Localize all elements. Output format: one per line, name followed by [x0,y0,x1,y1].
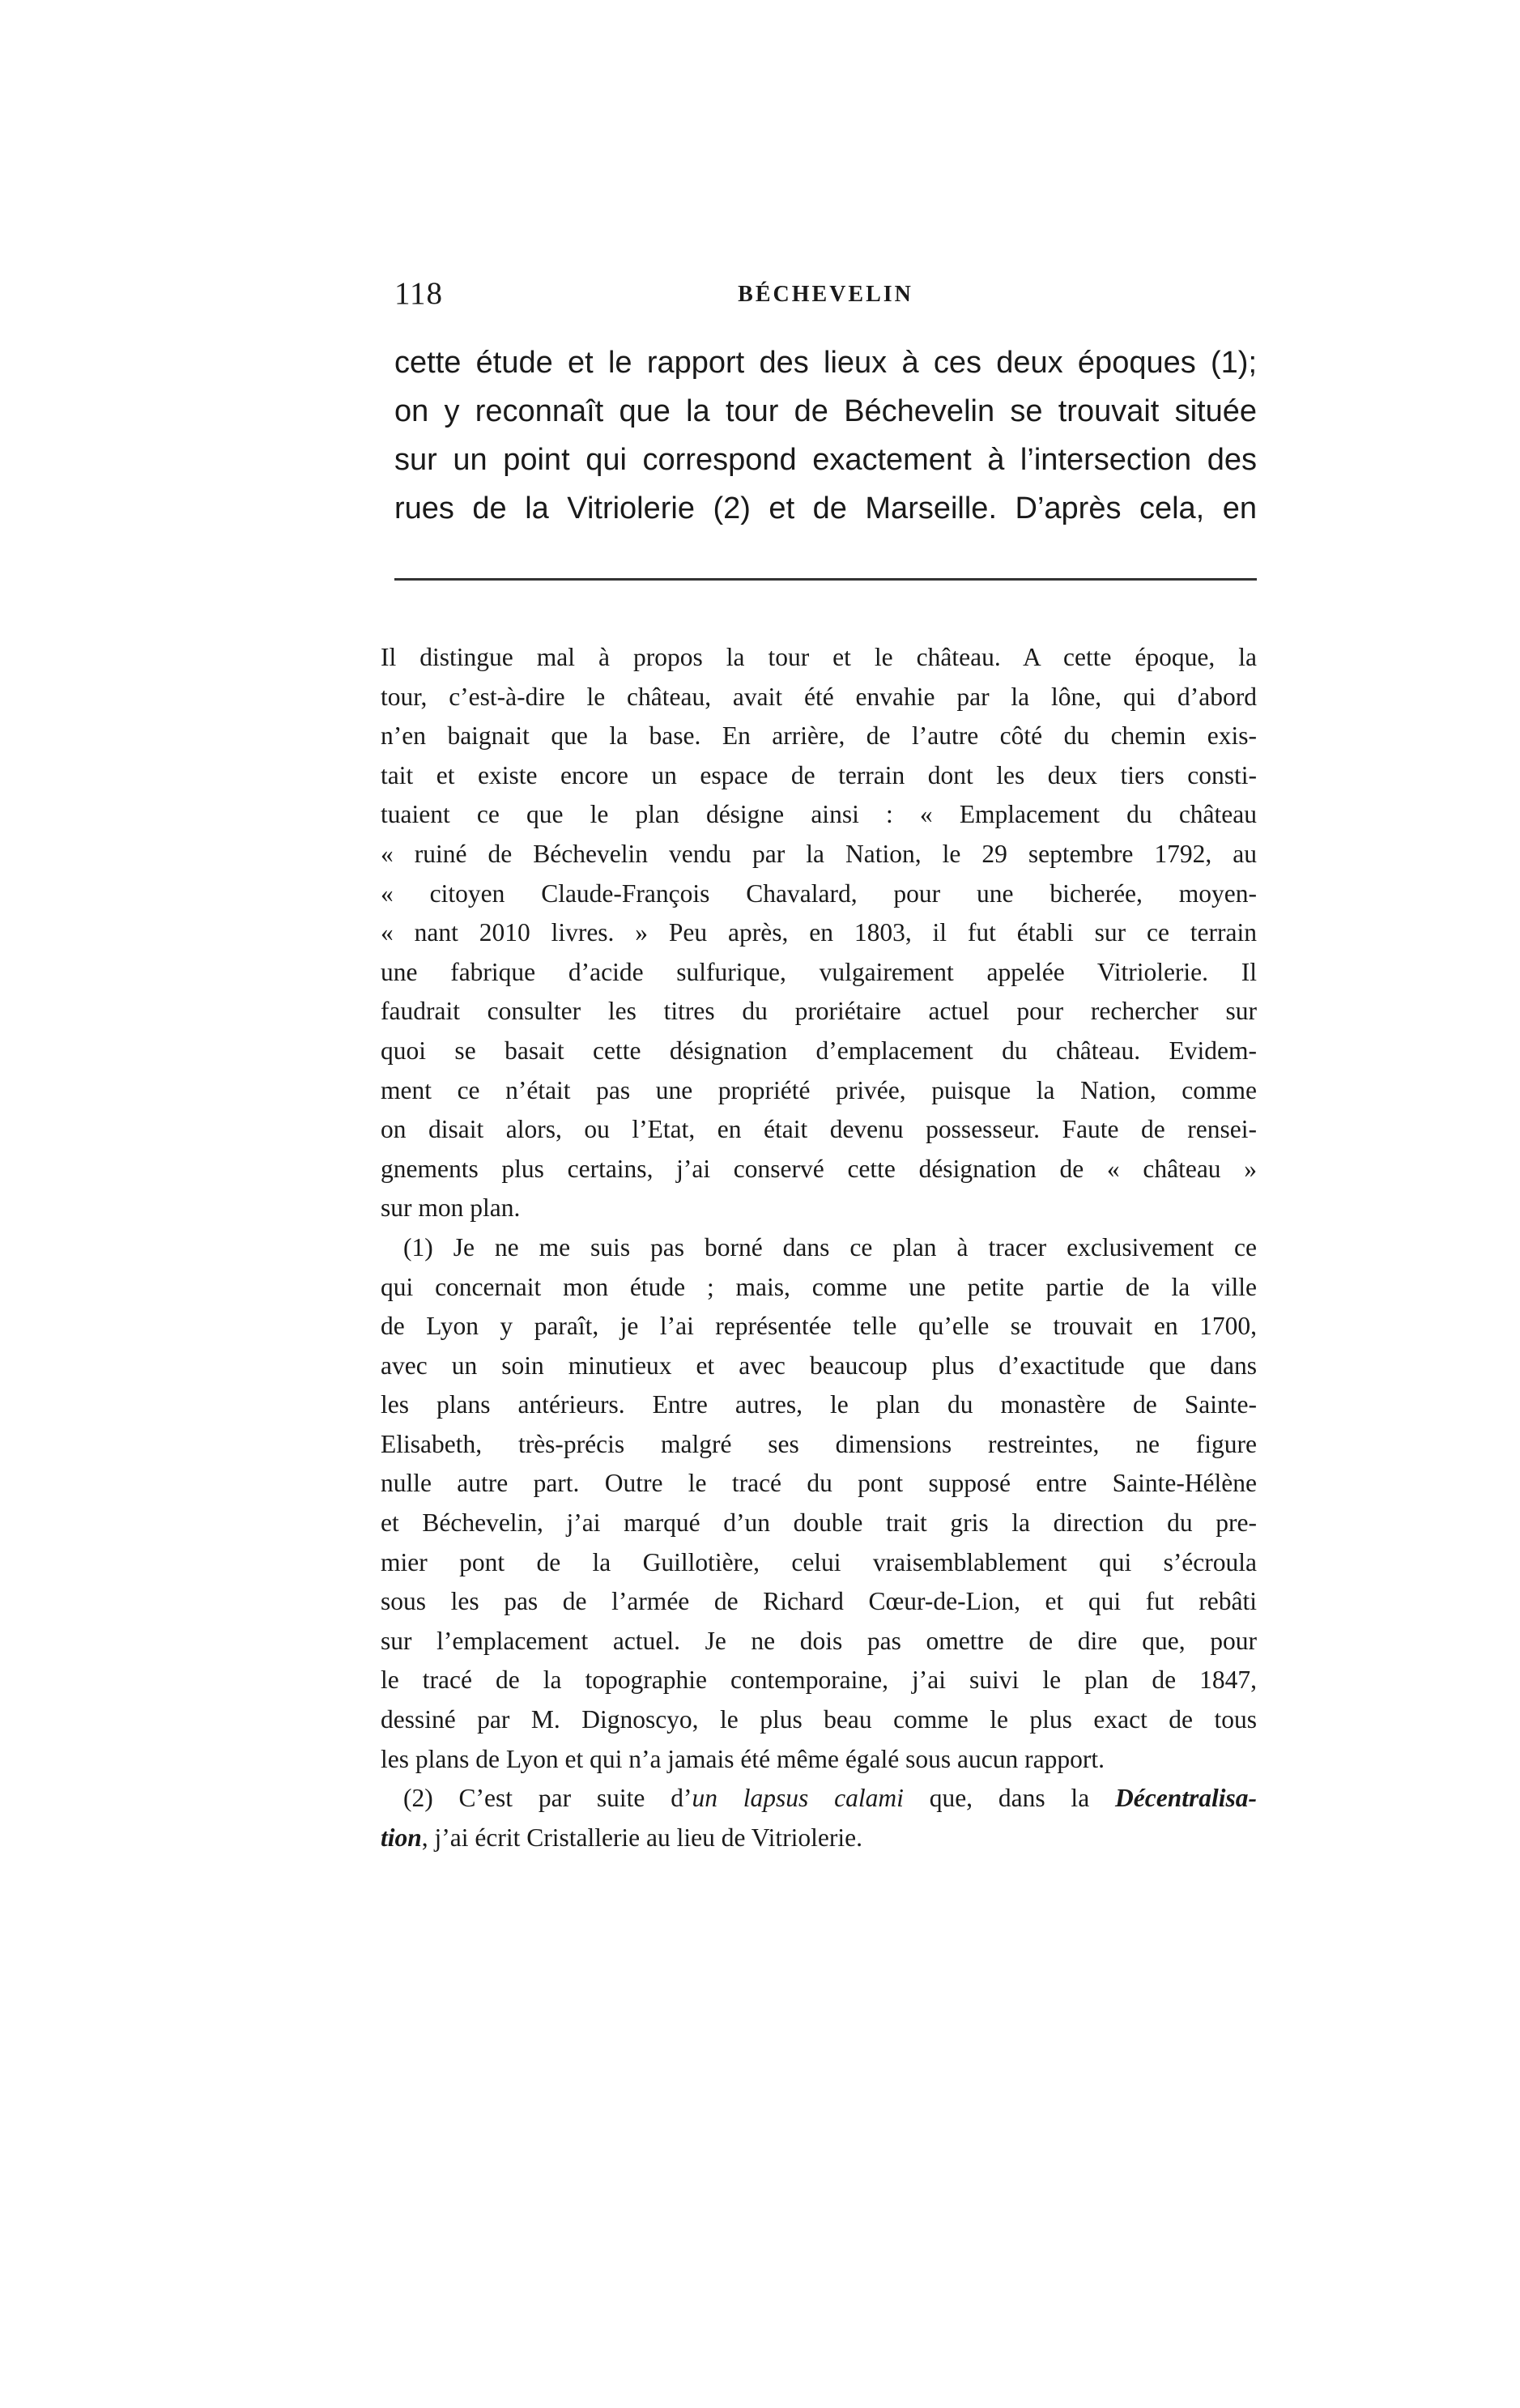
note-line: (1) Je ne me suis pas borné dans ce plan à tracer exclusivement ce [403,1232,1257,1261]
journal-title: Décentralisa- [1115,1784,1257,1813]
body-line: cette étude et le rapport des lieux à ces deux époques (1); [394,346,1257,380]
body-line: on y reconnaît que la tour de Béchevelin se trouvait située [394,394,1257,428]
note-line: avec un soin minutieux et avec beaucoup plus d’exactitude que dans [381,1351,1257,1380]
latin-phrase: un lapsus calami [692,1784,904,1813]
note-text: , j’ai écrit Cristallerie au lieu de Vitriolerie. [421,1823,862,1852]
note-line: mier pont de la Guillotière, celui vraisemblablement qui s’écroula [381,1547,1257,1576]
body-line: rues de la Vitriolerie (2) et de Marseille. D’après cela, en [394,491,1257,525]
note-line: sur l’emplacement actuel. Je ne dois pas omettre de dire que, pour [381,1626,1257,1655]
note-line: les plans de Lyon et qui n’a jamais été même égalé sous aucun rapport. [381,1744,1105,1773]
journal-title-end: tion [381,1823,422,1852]
footnotes [381,638,1257,1857]
note-line: de Lyon y paraît, je l’ai représentée telle qu’elle se trouvait en 1700, [381,1312,1257,1341]
note-line: et Béchevelin, j’ai marqué d’un double trait gris la direction du pre- [381,1508,1257,1538]
footnote-continued [381,638,1257,1228]
note-line: gnements plus certains, j’ai conservé cette désignation de « château » [381,1154,1257,1183]
note-line: dessiné par M. Dignoscyo, le plus beau comme le plus exact de tous [381,1705,1257,1734]
running-title: BÉCHEVELIN [738,282,913,307]
footnote-2 [381,1779,1257,1857]
footnote-1 [381,1228,1257,1779]
note-line: « citoyen Claude-François Chavalard, pour une bicherée, moyen- [381,879,1257,908]
note-line: les plans antérieurs. Entre autres, le plan du monastère de Sainte- [381,1390,1257,1419]
note-line: sur mon plan. [381,1193,521,1223]
note-line: ment ce n’était pas une propriété privée, puisque la Nation, comme [381,1075,1257,1104]
note-line: sous les pas de l’armée de Richard Cœur-de-Lion, et qui fut rebâti [381,1587,1257,1616]
main-text [394,338,1257,533]
note-line: on disait alors, ou l’Etat, en était devenu possesseur. Faute de rensei- [381,1115,1257,1144]
note-line: nulle autre part. Outre le tracé du pont supposé entre Sainte-Hélène [381,1469,1257,1498]
note-line: Elisabeth, très-précis malgré ses dimensions restreintes, ne figure [381,1429,1257,1458]
note-text: (2) C’est par suite d’ [403,1784,692,1813]
note-line [381,1819,1257,1858]
note-line: tuaient ce que le plan désigne ainsi : « Emplacement du château [381,800,1257,829]
body-line: sur un point qui correspond exactement à l’intersection des [394,443,1257,477]
footnote-rule [394,578,1257,581]
note-text: que, dans la [903,1784,1115,1813]
note-line: une fabrique d’acide sulfurique, vulgairement appelée Vitriolerie. Il [381,957,1257,986]
note-line: « ruiné de Béchevelin vendu par la Nation, le 29 septembre 1792, au [381,839,1257,868]
page-number: 118 [394,276,444,311]
note-line: « nant 2010 livres. » Peu après, en 1803, il fut établi sur ce terrain [381,918,1257,947]
note-line: faudrait consulter les titres du proriétaire actuel pour rechercher sur [381,997,1257,1026]
note-line: Il distingue mal à propos la tour et le château. A cette époque, la [381,643,1257,671]
note-line: n’en baignait que la base. En arrière, de l’autre côté du chemin exis- [381,721,1257,751]
running-head [394,274,1257,314]
note-line: le tracé de la topographie contemporaine, j’ai suivi le plan de 1847, [381,1666,1257,1695]
note-line: qui concernait mon étude ; mais, comme une petite partie de la ville [381,1272,1257,1301]
note-line: tait et existe encore un espace de terrain dont les deux tiers consti- [381,760,1257,789]
note-line: tour, c’est-à-dire le château, avait été envahie par la lône, qui d’abord [381,682,1257,711]
note-line [381,1779,1257,1819]
note-line: quoi se basait cette désignation d’emplacement du château. Evidem- [381,1036,1257,1065]
